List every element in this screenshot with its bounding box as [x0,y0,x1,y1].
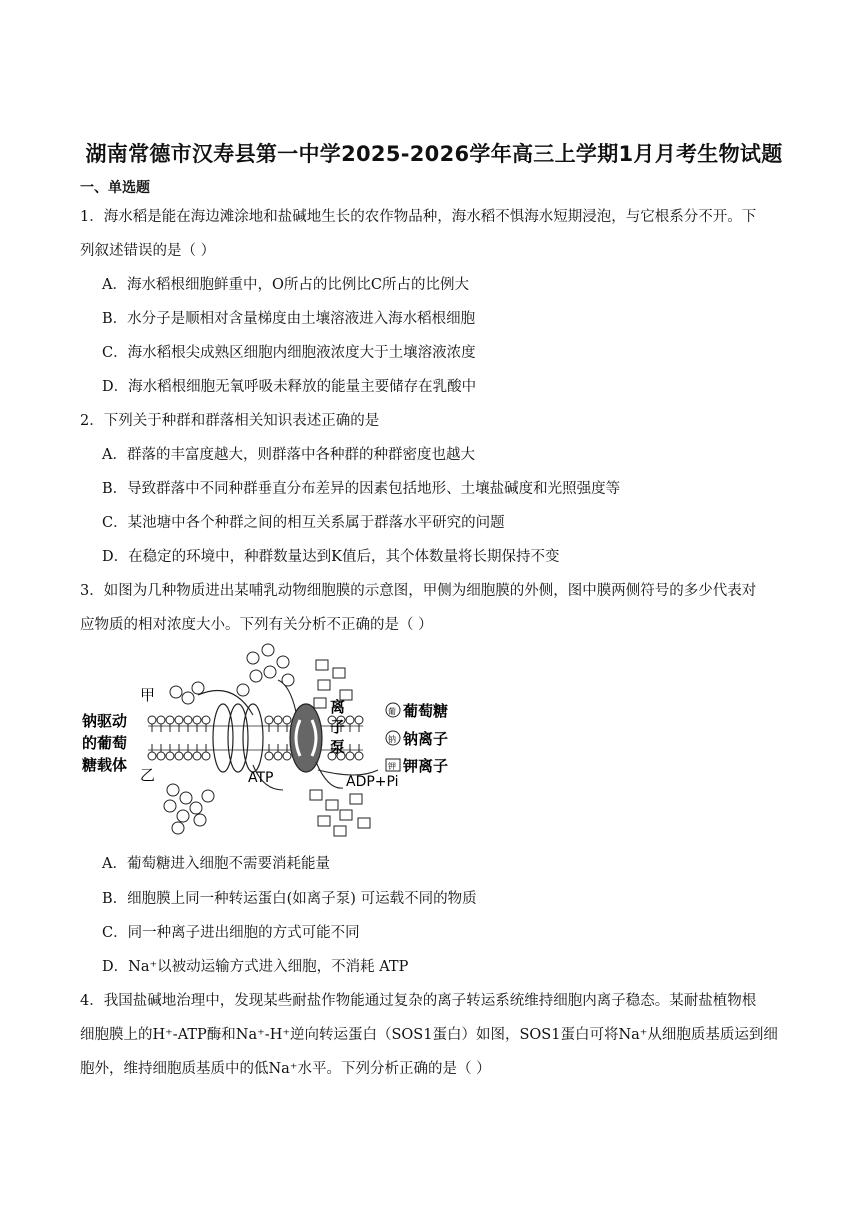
question-4-stem-cont: 细胞膜上的H⁺-ATP酶和Na⁺-H⁺逆向转运蛋白（SOS1蛋白）如图，SOS1蛋白可将Na⁺从细胞质基质运到细 [80,1027,778,1043]
figure-legend [386,702,448,775]
question-4-stem: 4．我国盐碱地治理中，发现某些耐盐作物能通过复杂的离子转运系统维持细胞内离子稳态。某耐盐植物根 [80,993,757,1009]
molecule-dot [202,790,214,802]
potassium-square [314,698,326,708]
phospholipid-head [355,752,363,760]
molecule-dot [250,670,262,682]
question-4-stem-cont: 胞外，维持细胞质基质中的低Na⁺水平。下列分析正确的是（ ） [80,1061,491,1077]
molecule-dot [264,666,276,678]
question-3-option-c: C．同一种离子进出细胞的方式可能不同 [102,925,360,941]
phospholipid-head [193,752,201,760]
carrier-label: 的葡萄 [82,734,128,752]
question-2-option-c: C．某池塘中各个种群之间的相互关系属于群落水平研究的问题 [102,515,505,531]
potassium-square [340,810,352,820]
question-3-option-d: D．Na⁺以被动运输方式进入细胞，不消耗 ATP [102,959,409,975]
question-3-option-b: B．细胞膜上同一种转运蛋白(如离子泵) 可运载不同的物质 [102,891,477,907]
question-1-stem: 1．海水稻是能在海边滩涂地和盐碱地生长的农作物品种，海水稻不惧海水短期浸泡，与它根系分不开。下 [80,209,757,225]
potassium-square [318,680,330,690]
question-2-option-d: D．在稳定的环境中，种群数量达到K值后，其个体数量将长期保持不变 [102,549,560,565]
membrane-transport-figure [78,640,468,840]
potassium-square [333,668,345,678]
legend-sodium: 钠离子 [403,730,449,748]
question-3-stem-cont: 应物质的相对浓度大小。下列有关分析不正确的是（ ） [80,617,433,633]
atp-label: ATP [248,770,274,786]
phospholipid-head [166,752,174,760]
phospholipid-head [346,716,354,724]
phospholipid-head [274,752,282,760]
molecule-dot [247,652,259,664]
potassium-square [358,818,370,828]
question-1-stem-cont: 列叙述错误的是（ ） [80,243,216,259]
phospholipid-head [166,716,174,724]
question-2-option-b: B．导致群落中不同种群垂直分布差异的因素包括地形、土壤盐碱度和光照强度等 [102,481,621,497]
phospholipid-head [157,716,165,724]
phospholipid-head [202,752,210,760]
phospholipid-head [184,716,192,724]
glucose-carrier-protein [213,704,263,772]
adp-label: ADP+Pi [346,774,399,790]
phospholipid-head [184,752,192,760]
phospholipid-head [148,716,156,724]
potassium-square [350,794,362,804]
molecule-dot [180,792,192,804]
phospholipid-head [193,716,201,724]
molecule-dot [192,682,204,694]
question-2-stem: 2．下列关于种群和群落相关知识表述正确的是 [80,413,380,429]
potassium-square [316,660,328,670]
molecule-dot [170,686,182,698]
phospholipid-head [202,716,210,724]
phospholipid-head [346,752,354,760]
potassium-square [318,816,330,826]
molecule-dot [164,800,176,812]
potassium-symbol-text: 钾 [388,762,396,771]
inner-side-label: 乙 [140,766,156,784]
glucose-symbol-text: 葡 [388,707,396,716]
molecule-dot [277,656,289,668]
legend-glucose: 葡萄糖 [403,702,449,720]
phospholipid-head [148,752,156,760]
molecule-dot [167,784,179,796]
question-1-option-a: A．海水稻根细胞鲜重中，O所占的比例比C所占的比例大 [102,277,469,293]
question-2-option-a: A．群落的丰富度越大，则群落中各种群的种群密度也越大 [102,447,475,463]
potassium-square [326,800,338,810]
phospholipid-head [265,716,273,724]
phospholipid-head [265,752,273,760]
carrier-label: 钠驱动 [82,712,128,730]
phospholipid-head [274,716,282,724]
molecule-dot [237,684,249,696]
molecule-dot [282,674,294,686]
question-1-option-b: B．水分子是顺相对含量梯度由土壤溶液进入海水稻根细胞 [102,311,476,327]
legend-potassium: 钾离子 [403,757,449,775]
section-heading: 一、单选题 [80,180,150,196]
question-1-option-c: C．海水稻根尖成熟区细胞内细胞液浓度大于土壤溶液浓度 [102,345,476,361]
outer-side-label: 甲 [140,686,156,704]
carrier-label: 糖载体 [82,756,128,774]
question-1-option-d: D．海水稻根细胞无氧呼吸未释放的能量主要储存在乳酸中 [102,379,477,395]
phospholipid-head [157,752,165,760]
ion-pump-protein [290,704,322,772]
molecule-dot [177,810,189,822]
pump-label: 离 [330,698,346,716]
pump-label: 泵 [330,738,346,756]
phospholipid-head [175,716,183,724]
phospholipid-head [175,752,183,760]
phospholipid-head [355,716,363,724]
molecule-dot [172,822,184,834]
phospholipid-head [283,716,291,724]
potassium-square [310,790,322,800]
question-3-option-a: A．葡萄糖进入细胞不需要消耗能量 [102,856,330,872]
page-title: 湖南常德市汉寿县第一中学2025-2026学年高三上学期1月月考生物试题 [85,142,783,166]
molecule-dot [262,644,274,656]
molecule-dot [194,814,206,826]
phospholipid-head [283,752,291,760]
question-3-stem: 3．如图为几种物质进出某哺乳动物细胞膜的示意图，甲侧为细胞膜的外侧，图中膜两侧符号的多少代表对 [80,583,757,599]
sodium-symbol-text: 钠 [388,735,396,744]
molecule-dot [182,692,194,704]
potassium-square [334,826,346,836]
molecule-dot [190,802,202,814]
pump-label: 子 [330,718,346,736]
